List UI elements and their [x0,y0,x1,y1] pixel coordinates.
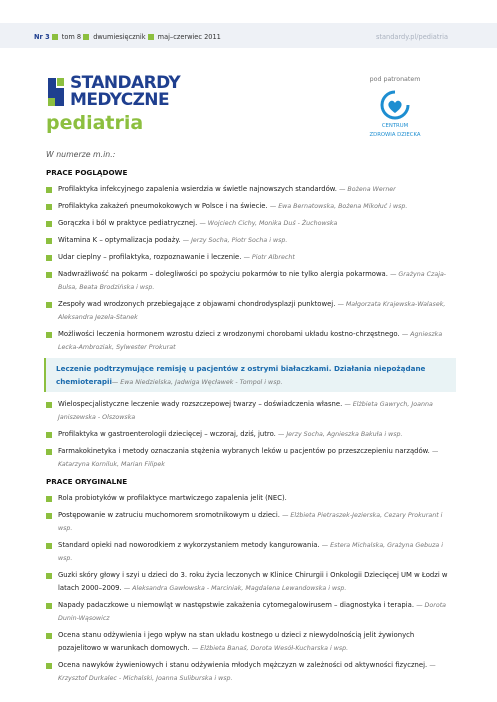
patronage [340,76,450,139]
article-title: Ocena nawyków żywieniowych i stanu odżywienia młodych mężczyzn w zależności od aktywności fizycznej. [58,661,428,669]
article-title: Zespoły wad wrodzonych przebiegające z objawami chondrodysplazji punktowej. [58,300,336,308]
article-title: Wielospecjalistyczne leczenie wady rozszczepowej twarzy – doświadczenia własne. [58,400,343,408]
bullet-square-icon [46,496,52,502]
list-item[interactable] [46,539,456,565]
article-authors: — Piotr Albrecht [243,254,295,261]
bullet-square-icon [46,449,52,455]
article-title: Witamina K – optymalizacja podaży. [58,236,181,244]
square-icon [83,34,89,40]
list-item[interactable] [46,298,456,324]
list-item[interactable] [46,659,456,685]
list-item[interactable] [46,509,456,535]
logo-line1: STANDARDY [70,73,181,93]
issue-period: maj–czerwiec 2011 [157,33,221,41]
article-authors: — Jerzy Socha, Piotr Socha i wsp. [182,237,288,244]
bullet-square-icon [46,432,52,438]
article-authors: — Wojciech Cichy, Monika Duś - Żuchowska [199,220,338,227]
article-authors: — Agnieszka Lecka-Ambroziak, Sylwester Prokurat [58,331,443,351]
section-title: PRACE ORYGINALNE [46,477,128,486]
article-authors: — Katarzyna Korniluk, Marian Filipek [58,448,439,468]
magazine-title: pediatria [46,112,144,134]
patronage-org-line2: ZDROWIA DZIECKA [369,132,421,138]
article-title: Guzki skóry głowy i szyi u dzieci do 3. roku życia leczonych w Klinice Chirurgii i Onkologii Dziecięcej UM w Łodzi w latach 2000–2009. [58,571,448,592]
list-item[interactable] [46,445,456,471]
bullet-square-icon [46,603,52,609]
bullet-square-icon [46,204,52,210]
article-authors: — Krzysztof Durkalec - Michalski, Joanna Suliburska i wsp. [58,662,436,682]
square-icon [52,34,58,40]
highlighted-article[interactable] [44,358,456,392]
article-title: Udar cieplny – profilaktyka, rozpoznawanie i leczenie. [58,253,242,261]
article-authors: — Elżbieta Pietraszek-Jezierska, Cezary Prokurant i wsp. [58,512,443,532]
list-item[interactable] [46,251,456,264]
bullet-square-icon [46,573,52,579]
patronage-label: pod patronatem [369,76,421,83]
square-icon [148,34,154,40]
article-title: Rola probiotyków w profilaktyce martwiczego zapalenia jelit (NEC). [58,494,287,502]
article-title: Napady padaczkowe u niemowląt w następstwie zakażenia cytomegalowirusem – diagnostyka i terapia. [58,601,415,609]
article-title: Ocena stanu odżywienia i jego wpływ na stan układu kostnego u dzieci z niewydolnością jelit żywionych pozajelitowo w warunkach domowych. [58,631,415,652]
article-authors: — Jerzy Socha, Agnieszka Bakuła i wsp. [278,431,403,438]
article-title: Gorączka i ból w praktyce pediatrycznej. [58,219,198,227]
bullet-square-icon [46,663,52,669]
article-authors: — Małgorzata Krajewska-Walasek, Aleksandra Jezela-Stanek [58,301,446,321]
list-item[interactable] [46,629,456,655]
issue-info [34,33,221,41]
article-title: Farmakokinetyka i metody oznaczania stężenia wybranych leków u pacjentów po przeszczepieniu narządów. [58,447,430,455]
logo-s-icon [46,76,66,108]
logo [46,74,206,110]
article-title: Nadwrażliwość na pokarm – dolegliwości po spożyciu pokarmów to nie tylko alergia pokarmowa. [58,270,388,278]
article-title: Możliwości leczenia hormonem wzrostu dzieci z wrodzonymi chorobami układu kostno-chrzęstnego. [58,330,400,338]
list-item[interactable] [46,428,456,441]
list-item[interactable] [46,234,456,247]
bullet-square-icon [46,238,52,244]
article-list [46,183,456,354]
list-item[interactable] [46,398,456,424]
article-title: Profilaktyka infekcyjnego zapalenia wsierdzia w świetle najnowszych standardów. [58,185,337,193]
czd-logo-icon [379,89,411,121]
article-authors: — Elżbieta Gawrych, Joanna Janiszewska - Olszowska [58,401,433,421]
article-authors: — Dorota Dunin-Wąsowicz [58,602,447,622]
article-list [46,492,456,685]
article-title: Profilaktyka w gastroenterologii dziecięcej – wczoraj, dziś, jutro. [58,430,276,438]
article-authors: — Estera Michalska, Grażyna Gebuza i wsp. [58,542,444,562]
bullet-square-icon [46,272,52,278]
article-list [46,398,456,471]
issue-frequency: dwumiesięcznik [93,33,146,41]
list-item[interactable] [46,183,456,196]
article-authors: — Grażyna Czaja-Bulsa, Beata Brodzińska i wsp. [58,271,447,291]
section-title: PRACE POGLĄDOWE [46,168,128,177]
bullet-square-icon [46,221,52,227]
list-item[interactable] [46,599,456,625]
article-title: Standard opieki nad noworodkiem z wykorzystaniem metody kangurowania. [58,541,320,549]
logo-line2: MEDYCZNE [70,90,169,110]
article-authors: — Aleksandra Gawłowska - Marciniak, Magdalena Lewandowska i wsp. [123,585,347,592]
bullet-square-icon [46,332,52,338]
list-item[interactable] [46,492,456,505]
bullet-square-icon [46,543,52,549]
intro-text: W numerze m.in.: [46,150,116,159]
bullet-square-icon [46,302,52,308]
bullet-square-icon [46,255,52,261]
bullet-square-icon [46,633,52,639]
article-authors: — Elżbieta Banaś, Dorota Wesół-Kucharska i wsp. [191,645,349,652]
article-authors: — Ewa Bernatowska, Bożena Mikołuć i wsp. [269,203,408,210]
list-item[interactable] [46,328,456,354]
patronage-org-line1: CENTRUM [381,123,409,129]
bullet-square-icon [46,513,52,519]
list-item[interactable] [46,569,456,595]
contents [46,150,456,689]
article-title: Profilaktyka zakażeń pneumokokowych w Polsce i na świecie. [58,202,268,210]
bullet-square-icon [46,187,52,193]
list-item[interactable] [46,268,456,294]
article-title: Postępowanie w zatruciu muchomorem sromotnikowym u dzieci. [58,511,280,519]
bullet-square-icon [46,402,52,408]
highlight-title: Leczenie podtrzymujące remisję u pacjentów z ostrymi białaczkami. Działania niepożądane chemioterapii [56,364,426,386]
site-link[interactable]: standardy.pl/pediatria [375,33,448,41]
list-item[interactable] [46,217,456,230]
issue-number: Nr 3 [34,33,50,41]
highlight-authors: — Ewa Niedzielska, Jadwiga Węcławek - Tompol i wsp. [111,379,283,386]
issue-volume: tom 8 [61,33,82,41]
list-item[interactable] [46,200,456,213]
article-authors: — Bożena Werner [339,186,396,193]
top-bar [0,23,497,48]
